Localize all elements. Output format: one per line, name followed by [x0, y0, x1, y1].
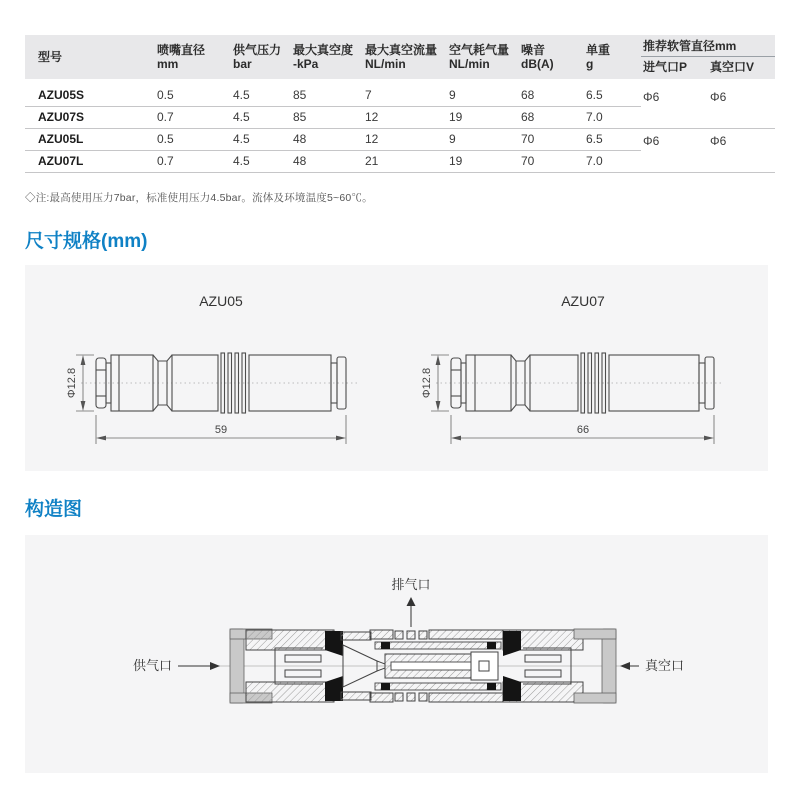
dimensions-panel	[25, 265, 768, 471]
cell-model: AZU07S	[25, 107, 155, 129]
structure-panel	[25, 535, 768, 773]
connector-body	[96, 353, 346, 413]
cell-noise: 68	[519, 85, 584, 107]
cell-vacuum: 85	[291, 85, 363, 107]
cell-noise: 70	[519, 151, 584, 173]
cell-pressure: 4.5	[231, 151, 291, 173]
header-flow: 最大真空流量 NL/min	[363, 35, 447, 79]
section-title-dimensions: 尺寸规格(mm)	[25, 231, 148, 252]
cell-flow: 7	[363, 85, 447, 107]
header-model	[25, 35, 155, 79]
length-label: 66	[576, 424, 590, 436]
cell-model: AZU05L	[25, 129, 155, 151]
section-title-structure: 构造图	[25, 499, 83, 520]
right-seal	[503, 631, 521, 656]
cell-inlet-port: Φ6	[641, 129, 708, 173]
cell-nozzle: 0.5	[155, 129, 231, 151]
cell-inlet-port: Φ6	[641, 85, 708, 129]
cell-model: AZU05S	[25, 85, 155, 107]
left-seal	[325, 631, 343, 656]
header-consumption: 空气耗气量 NL/min	[447, 35, 519, 79]
cell-vacuum: 85	[291, 107, 363, 129]
header-vacuum-port: 真空口V	[708, 57, 775, 80]
dimension-drawing-azu05	[63, 270, 363, 466]
supply-port-label: 供气口	[132, 658, 172, 673]
cell-nozzle: 0.7	[155, 107, 231, 129]
header-inlet-port: 进气口P	[641, 57, 708, 80]
exhaust-arrow-icon	[407, 597, 416, 606]
exhaust-port-label: 排气口	[391, 577, 431, 592]
cell-consumption: 9	[447, 129, 519, 151]
cell-weight: 7.0	[584, 151, 641, 173]
structure-diagram	[25, 535, 768, 773]
dimension-drawing-azu07	[418, 270, 730, 466]
cell-vacuum: 48	[291, 151, 363, 173]
cell-consumption: 9	[447, 85, 519, 107]
cell-weight: 6.5	[584, 85, 641, 107]
diameter-label: Φ12.8	[66, 367, 78, 399]
cell-weight: 6.5	[584, 129, 641, 151]
cell-nozzle: 0.5	[155, 85, 231, 107]
cell-vacuum-port: Φ6	[708, 85, 775, 129]
drawing-title: AZU07	[561, 293, 605, 309]
cell-consumption: 19	[447, 151, 519, 173]
spec-table	[25, 35, 775, 173]
cell-nozzle: 0.7	[155, 151, 231, 173]
usage-note: ◇注:最高使用压力7bar，标准使用压力4.5bar。流体及环境温度5~60℃。	[25, 192, 373, 204]
cell-consumption: 19	[447, 107, 519, 129]
cell-weight: 7.0	[584, 107, 641, 129]
cell-flow: 21	[363, 151, 447, 173]
check-valve	[471, 652, 498, 680]
drawing-title: AZU05	[199, 293, 243, 309]
cell-model: AZU07L	[25, 151, 155, 173]
length-label: 59	[214, 424, 228, 436]
vacuum-arrow-icon	[620, 662, 630, 670]
cell-flow: 12	[363, 129, 447, 151]
cell-noise: 70	[519, 129, 584, 151]
cell-pressure: 4.5	[231, 85, 291, 107]
header-noise: 噪音 dB(A)	[519, 35, 584, 79]
right-seal	[503, 676, 521, 701]
header-model-label: 型号	[38, 50, 63, 64]
header-pressure: 供气压力 bar	[231, 35, 291, 79]
header-hose-group: 推荐软管直径mm	[641, 35, 775, 57]
cell-noise: 68	[519, 107, 584, 129]
header-weight: 单重 g	[584, 35, 641, 79]
header-nozzle: 喷嘴直径 mm	[155, 35, 231, 79]
table-header-row	[25, 35, 775, 57]
table-row	[25, 129, 775, 151]
cell-vacuum-port: Φ6	[708, 129, 775, 173]
table-row	[25, 85, 775, 107]
cell-vacuum: 48	[291, 129, 363, 151]
vacuum-port-label: 真空口	[645, 658, 685, 673]
diameter-label: Φ12.8	[421, 367, 433, 399]
cell-flow: 12	[363, 107, 447, 129]
cell-pressure: 4.5	[231, 107, 291, 129]
left-seal	[325, 676, 343, 701]
cell-pressure: 4.5	[231, 129, 291, 151]
header-vacuum: 最大真空度 -kPa	[291, 35, 363, 79]
supply-arrow-icon	[210, 662, 220, 670]
